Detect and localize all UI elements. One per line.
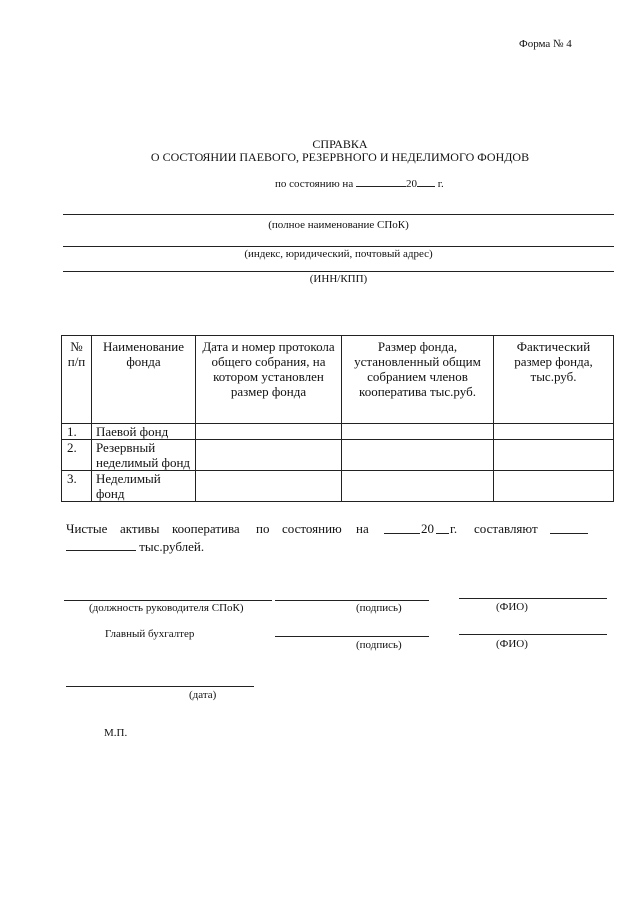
accountant-signature-field[interactable]: [275, 636, 429, 637]
net-assets-year: 20: [421, 521, 434, 536]
net-assets-word: состоянию: [282, 521, 342, 536]
report-date-year: 20: [405, 178, 417, 190]
row-fund-name: Неделимый фонд: [92, 471, 196, 502]
net-assets-line-2: [66, 539, 204, 555]
position-field[interactable]: [64, 600, 272, 601]
row-actual-size-cell[interactable]: [494, 424, 614, 440]
address-field[interactable]: [63, 246, 614, 247]
org-name-field[interactable]: [63, 214, 614, 215]
table-header-row: [62, 336, 614, 424]
row-number: 3.: [62, 471, 92, 502]
net-assets-date-blank[interactable]: [384, 523, 420, 534]
table-row: [62, 471, 614, 502]
title-line-1: СПРАВКА: [312, 137, 368, 151]
inn-field[interactable]: [63, 271, 614, 272]
accountant-signature-caption: (подпись): [356, 639, 402, 651]
header-number: № п/п: [62, 336, 92, 424]
report-year-blank[interactable]: [417, 176, 435, 187]
row-protocol-cell[interactable]: [196, 471, 342, 502]
date-caption: (дата): [189, 689, 217, 701]
net-assets-suffix: тыс.рублей.: [139, 539, 205, 554]
report-date-prefix: по состоянию на: [275, 178, 354, 190]
date-field[interactable]: [66, 686, 254, 687]
report-date-blank[interactable]: [356, 176, 406, 187]
chief-accountant-label: Главный бухгалтер: [105, 628, 195, 640]
form-number: Форма № 4: [519, 38, 572, 50]
row-number: 1.: [62, 424, 92, 440]
table-row: [62, 424, 614, 440]
org-name-caption: (полное наименование СПоК): [268, 219, 409, 231]
net-assets-year-suffix: г.: [450, 521, 458, 536]
signature-caption: (подпись): [356, 602, 402, 614]
row-number: 2.: [62, 440, 92, 471]
report-date-suffix: г.: [437, 178, 444, 190]
header-actual-size: Фактический размер фонда, тыс.руб.: [494, 336, 614, 424]
row-actual-size-cell[interactable]: [494, 471, 614, 502]
fio-field[interactable]: [459, 598, 607, 599]
row-protocol-cell[interactable]: [196, 424, 342, 440]
signature-field[interactable]: [275, 600, 429, 601]
row-actual-size-cell[interactable]: [494, 440, 614, 471]
row-fund-name: Резервный неделимый фонд: [92, 440, 196, 471]
net-assets-word: на: [356, 521, 369, 536]
row-set-size-cell[interactable]: [342, 471, 494, 502]
net-assets-word: по: [256, 521, 270, 536]
net-assets-word: Чистые: [66, 521, 108, 536]
net-assets-amount-blank-1[interactable]: [550, 523, 588, 534]
position-caption: (должность руководителя СПоК): [89, 602, 244, 614]
stamp-label: М.П.: [104, 727, 128, 739]
fio-caption: (ФИО): [496, 601, 528, 613]
row-set-size-cell[interactable]: [342, 424, 494, 440]
header-protocol: Дата и номер протокола общего собрания, на котором установлен размер фонда: [196, 336, 342, 424]
accountant-fio-field[interactable]: [459, 634, 607, 635]
table-row: [62, 440, 614, 471]
title-line-2: О СОСТОЯНИИ ПАЕВОГО, РЕЗЕРВНОГО И НЕДЕЛИМОГО ФОНДОВ: [150, 150, 530, 164]
net-assets-word: составляют: [474, 521, 538, 536]
accountant-fio-caption: (ФИО): [496, 638, 528, 650]
net-assets-year-blank[interactable]: [436, 523, 449, 534]
net-assets-word: активы: [120, 521, 160, 536]
header-set-size: Размер фонда, установленный общим собранием членов кооператива тыс.руб.: [342, 336, 494, 424]
row-set-size-cell[interactable]: [342, 440, 494, 471]
funds-table: [61, 335, 614, 502]
net-assets-amount-blank-2[interactable]: [66, 540, 136, 551]
net-assets-word: кооператива: [172, 521, 240, 536]
row-protocol-cell[interactable]: [196, 440, 342, 471]
address-caption: (индекс, юридический, почтовый адрес): [244, 248, 433, 260]
inn-caption: (ИНН/КПП): [309, 273, 368, 285]
report-date-line: [275, 176, 444, 190]
header-fund-name: Наименование фонда: [92, 336, 196, 424]
row-fund-name: Паевой фонд: [92, 424, 196, 440]
